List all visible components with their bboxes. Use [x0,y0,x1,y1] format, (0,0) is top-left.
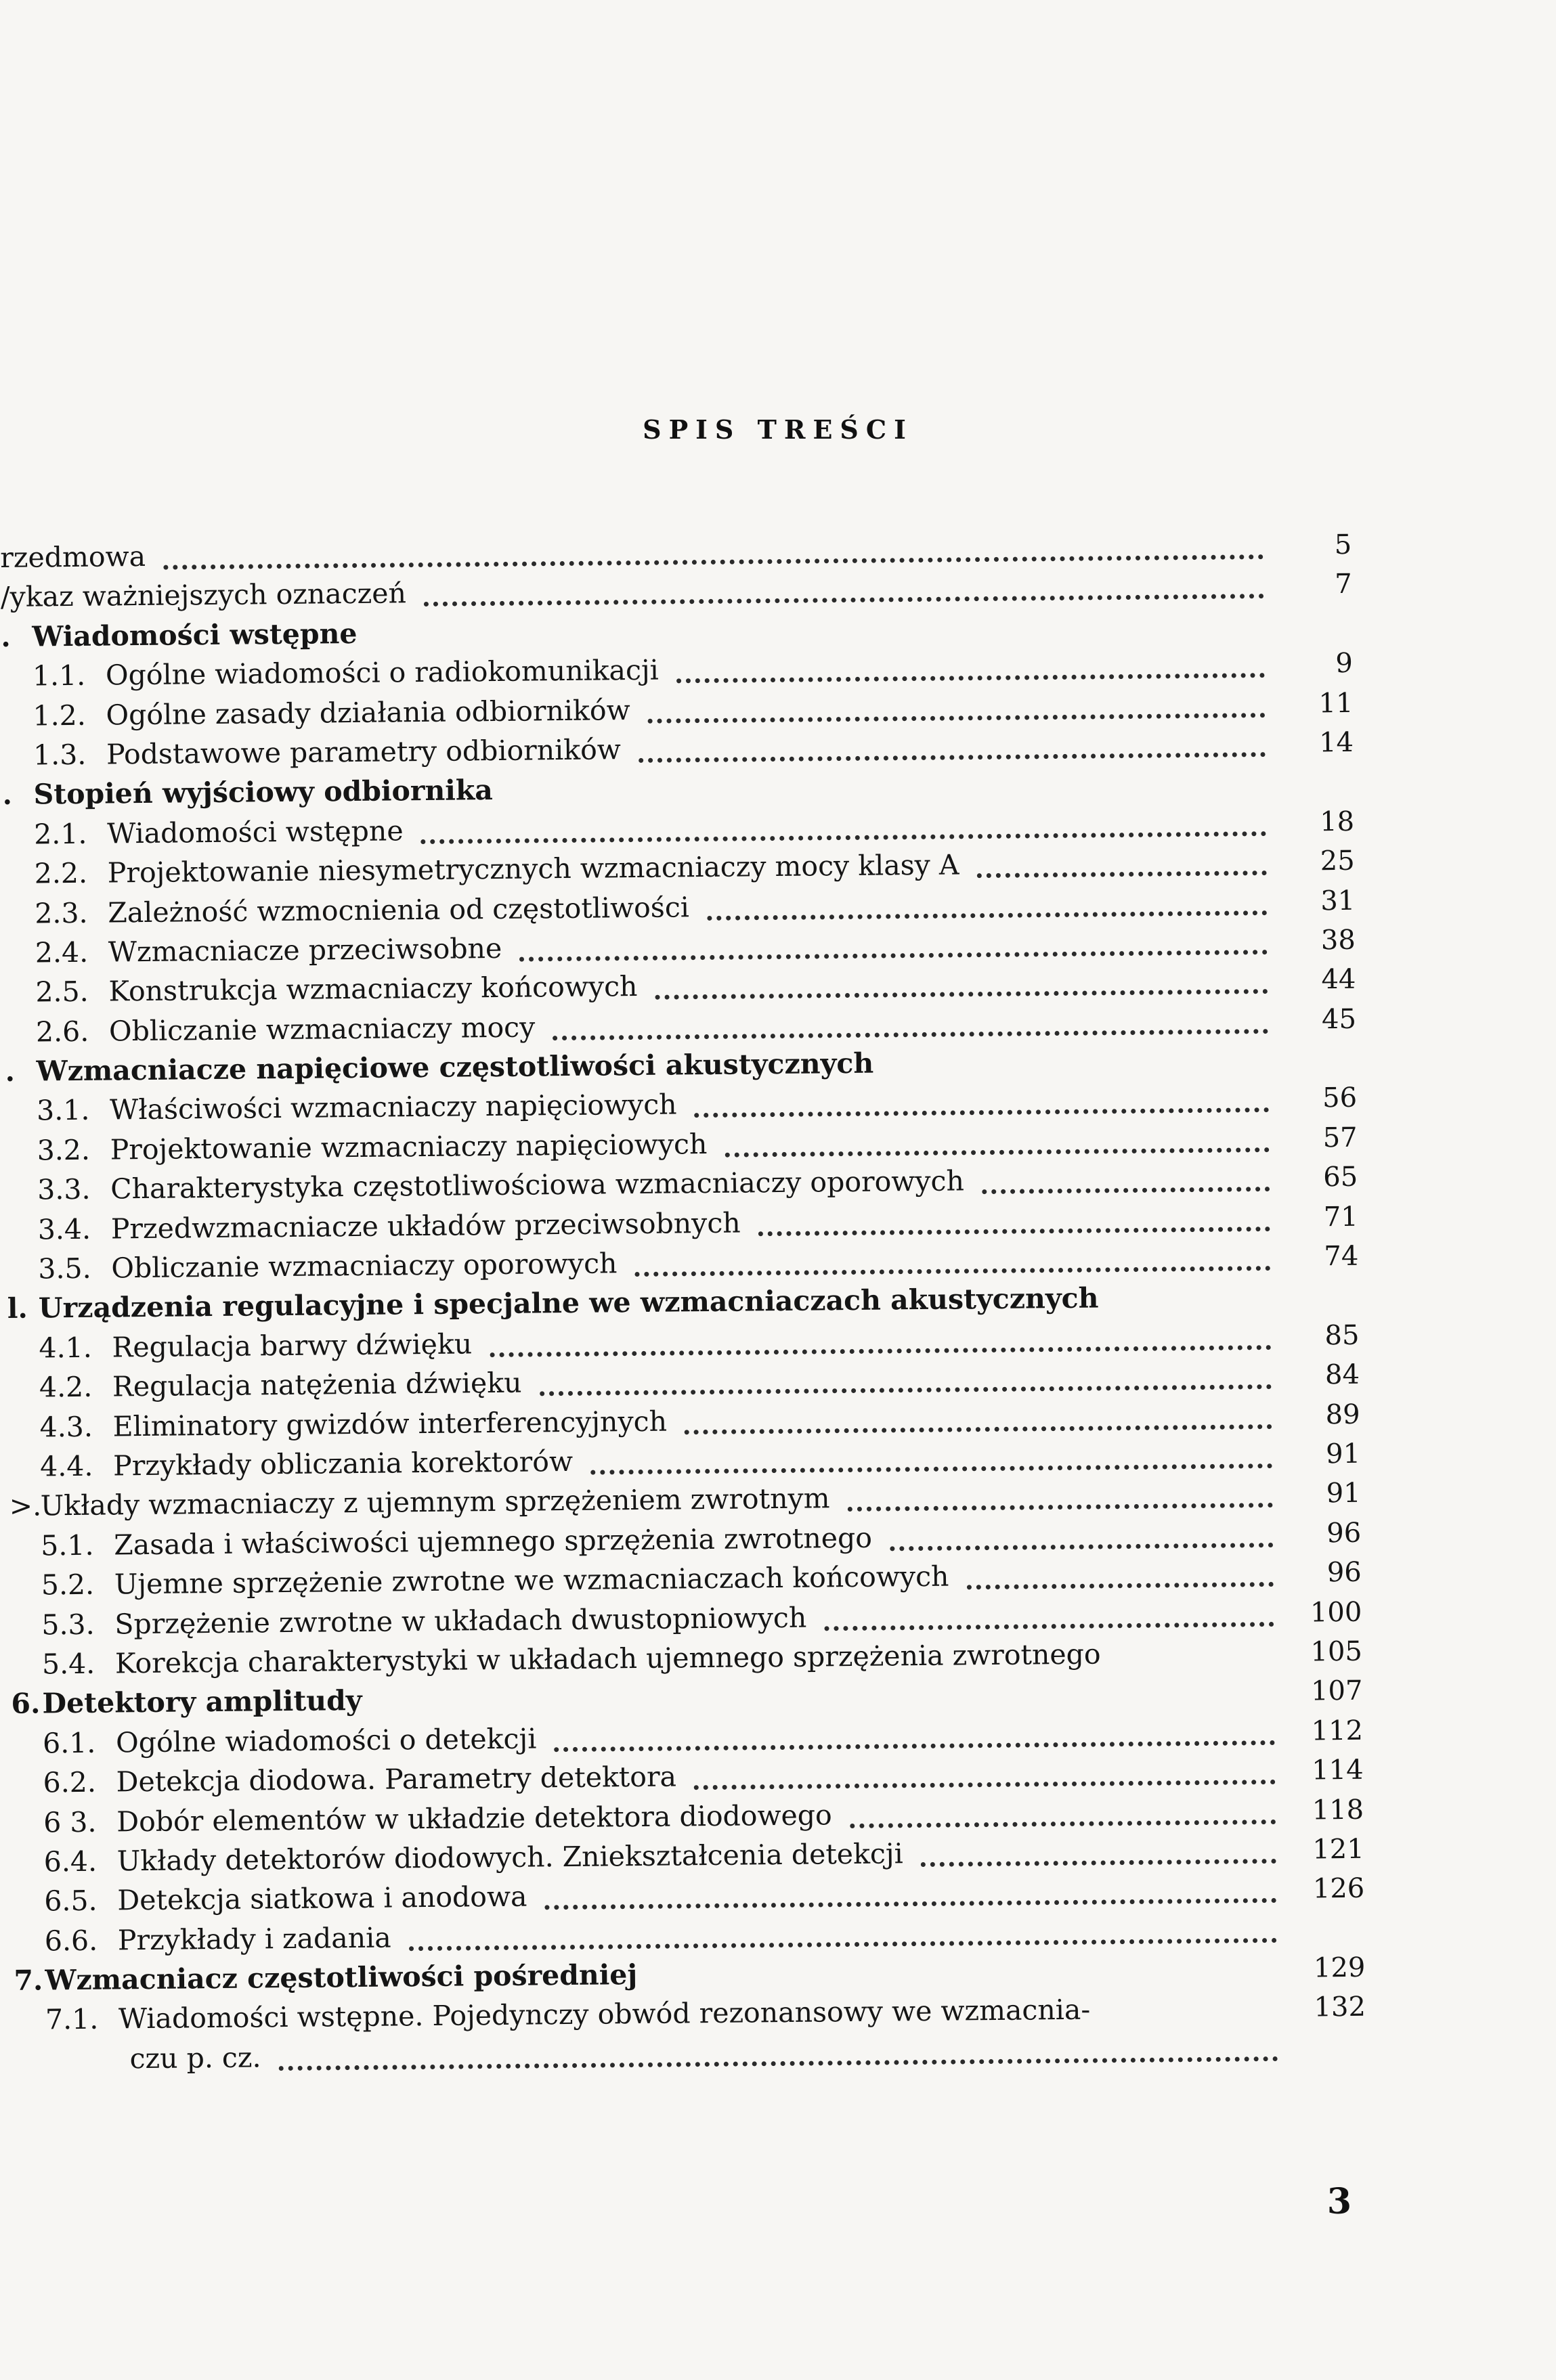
toc-entry-page: 96 [1326,1517,1362,1549]
toc-entry-number: 2.4. [35,935,89,969]
toc-entry-text [45,1920,391,1958]
toc-entry-title: Detekcja siatkowa i anodowa [117,1880,527,1917]
toc-entry-page: 96 [1326,1556,1362,1589]
toc-entry-page: 85 [1324,1319,1360,1352]
toc-entry-text [37,1088,677,1128]
toc-entry-text [0,539,146,575]
toc-entry-title: Detektory amplitudy [42,1684,362,1720]
toc-entry-title: Dobór elementów w układzie detektora diodowego [116,1798,832,1838]
toc-entry-text [11,1683,362,1721]
toc-entry-title: Eliminatory gwizdów interferencyjnych [112,1405,668,1443]
toc-entry-text [9,1482,829,1524]
toc-entry-text [35,931,502,970]
toc-entry-number: . [1,620,11,653]
toc-entry-number: 6. [11,1687,41,1721]
toc-entry-number: 5.3. [41,1608,95,1641]
dot-leader [409,1904,1277,1951]
toc-entry-number: 5.2. [41,1568,95,1602]
toc-entry-page: 118 [1312,1794,1364,1826]
toc-entry-title: Ujemne sprzężenie zwrotne we wzmacniaczach końcowych [114,1560,949,1601]
dot-leader [694,1074,1270,1118]
toc-entry-text [37,1127,707,1167]
toc-entry-number: l. [7,1292,28,1325]
dot-leader [982,1153,1270,1194]
toc-entry-text [41,1520,872,1562]
dot-leader [684,1390,1272,1434]
toc-entry-text [41,1560,949,1602]
toc-entry-title: Regulacja barwy dźwięku [112,1327,473,1364]
toc-entry-text [39,1404,667,1444]
toc-entry-title: czu p. cz. [129,2041,261,2075]
toc-entry-title: Przedwzmacniacze układów przeciwsobnych [110,1206,741,1246]
toc-entry-text [39,1366,522,1405]
toc-entry-page: 89 [1325,1398,1360,1430]
toc-entry-page: 91 [1325,1438,1361,1470]
toc-entry-title: Wzmacniacz częstotliwości pośredniej [45,1958,638,1997]
toc-entry-text [35,969,637,1009]
toc-entry-page: 57 [1322,1122,1358,1154]
toc-entry-text [43,1760,676,1800]
toc-entry-number: 1.3. [33,738,87,772]
toc-entry-number: 2.3. [35,896,88,930]
toc-entry-text [1,577,407,615]
toc-entry-text [41,1600,806,1641]
toc-entry-page: 14 [1318,726,1354,759]
toc-entry-page: 126 [1312,1873,1365,1905]
dot-leader [725,1114,1270,1158]
toc-entry-text [43,1721,537,1760]
toc-entry-title: Korekcja charakterystyki w układach ujemnego sprzężenia zwrotnego [114,1637,1101,1680]
toc-entry-text [2,773,493,812]
page-title: SPIS TREŚCI [643,414,913,445]
toc-entry-title: Podstawowe parametry odbiorników [106,733,622,771]
dot-leader [824,1588,1274,1631]
toc-entry-title: Układy wzmacniaczy z ujemnym sprzężeniem zwrotnym [40,1482,830,1522]
toc-entry-page: 31 [1320,885,1356,917]
dot-leader [490,1311,1271,1357]
toc-entry-text [14,1958,637,1998]
dot-leader [850,1786,1276,1828]
toc-entry-page: 105 [1310,1635,1363,1668]
toc-entry-page: 7 [1335,569,1352,600]
toc-entry-title: Zależność wzmocnienia od częstotliwości [108,890,690,929]
toc-entry-number: 3.4. [37,1212,91,1246]
toc-entry-number: 1.1. [32,659,86,692]
toc-entry-text [39,1327,472,1365]
toc-entry-page: 112 [1311,1715,1364,1747]
toc-entry-number: 6.4. [43,1845,98,1878]
toc-entry-number: 1.2. [33,699,86,732]
dot-leader [966,1548,1274,1589]
toc-entry-title: Detekcja diodowa. Parametry detektora [116,1760,677,1799]
toc-entry-text [129,2040,261,2075]
toc-entry-title: Konstrukcja wzmacniaczy końcowych [108,970,638,1008]
toc-entry-text [33,653,659,693]
dot-leader [590,1430,1273,1475]
page-number: 3 [1326,2181,1352,2222]
toc-entry-title: Regulacja natężenia dźwięku [112,1366,522,1403]
toc-entry-page: 45 [1321,1003,1357,1035]
toc-entry-number: 3.5. [38,1252,91,1285]
dot-leader [544,1864,1276,1910]
toc-entry-number: 5.4. [41,1647,95,1681]
toc-entry-number: 2.2. [34,856,88,890]
dot-leader [890,1509,1274,1551]
toc-entry-page: 91 [1326,1478,1361,1509]
dot-leader [420,797,1266,844]
toc-entry-page: 11 [1318,687,1354,719]
dot-leader [655,955,1268,1000]
dot-leader [553,995,1268,1040]
toc-entry-page: 56 [1322,1082,1358,1114]
dot-leader [540,1350,1272,1396]
toc-entry-title: Układy detektorów diodowych. Zniekształcenia detekcji [116,1837,903,1878]
toc-entry-number: 3.3. [37,1173,91,1206]
toc-entry-number: 6 3. [43,1805,97,1838]
toc-entry-page: 74 [1324,1240,1359,1273]
toc-entry-page: 129 [1313,1952,1366,1984]
toc-entry-text [42,1637,1101,1681]
toc-entry-title: Zasada i właściwości ujemnego sprzężenia zwrotnego [114,1521,873,1562]
toc-entry-title: /ykaz ważniejszych oznaczeń [0,577,407,614]
toc-entry-title: Obliczanie wzmacniaczy oporowych [111,1247,618,1285]
dot-leader [976,837,1267,878]
table-of-contents [0,523,1556,2079]
toc-entry-number: 6.1. [42,1726,96,1760]
toc-entry-title: Wzmacniacze napięciowe częstotliwości akustycznych [36,1046,874,1088]
dot-leader [423,560,1263,607]
dot-leader [707,877,1268,921]
toc-entry-number: . [2,778,13,812]
toc-entry-number: 2.6. [35,1015,89,1049]
toc-entry-page: 84 [1324,1359,1360,1391]
toc-entry-text [33,732,621,772]
toc-entry-page: 25 [1320,845,1355,877]
toc-entry-number: 2.1. [33,817,87,851]
dot-leader [920,1825,1276,1867]
toc-entry-number: 5.1. [41,1528,94,1562]
toc-entry-page: 5 [1334,529,1352,561]
toc-entry-title: Projektowanie niesymetrycznych wzmacniaczy mocy klasy A [107,848,959,889]
dot-leader [647,679,1266,724]
toc-entry-page: 18 [1319,806,1355,838]
toc-entry-number: >. [9,1489,42,1523]
toc-entry-number: 6.2. [43,1765,97,1799]
toc-entry-number: 7.1. [45,2003,99,2036]
toc-entry-page: 107 [1310,1675,1363,1707]
toc-entry-title: Wiadomości wstępne [106,814,404,850]
toc-entry-title: rzedmowa [0,539,146,574]
toc-entry-title: Właściwości wzmacniaczy napięciowych [109,1088,677,1126]
toc-entry-title: Stopień wyjściowy odbiornika [33,774,494,811]
toc-entry-page: 44 [1321,964,1356,996]
toc-entry-text [40,1445,573,1484]
dot-leader [519,916,1267,962]
toc-entry-number: 3.2. [37,1133,91,1167]
toc-entry-page: 65 [1323,1162,1358,1193]
toc-entry-page: 132 [1314,1991,1366,2023]
toc-entry-text [38,1246,618,1285]
toc-entry-text [36,1010,536,1049]
toc-entry-number: 2.5. [35,975,89,1009]
dot-leader [693,1746,1276,1790]
toc-entry-title: Przykłady i zadania [117,1921,391,1957]
toc-entry-page: 38 [1320,924,1356,956]
toc-entry-title: Ogólne zasady działania odbiorników [106,693,630,732]
toc-entry-text [34,814,404,851]
toc-entry-number: 4.1. [39,1331,92,1365]
toc-entry-number: 3.1. [36,1094,90,1127]
toc-entry-text [33,693,630,732]
toc-entry-title: Ogólne wiadomości o radiokomunikacji [105,653,660,692]
toc-entry-number: 6.5. [44,1884,98,1918]
toc-entry-number: 7. [14,1964,43,1997]
toc-entry-page: 71 [1323,1201,1358,1233]
toc-entry-text [43,1798,832,1839]
dot-leader [639,718,1266,763]
dot-leader [847,1469,1273,1512]
toc-entry-title: Obliczanie wzmacniaczy mocy [108,1011,536,1048]
dot-leader [634,1232,1271,1277]
toc-entry-title: Ogólne wiadomości o detekcji [115,1722,537,1759]
toc-entry-title: Przykłady obliczania korektorów [112,1445,574,1482]
toc-entry-number: . [5,1055,16,1088]
toc-entry-text [1,617,358,654]
toc-entry-title: Wzmacniacze przeciwsobne [108,931,502,969]
toc-entry-number: 6.6. [44,1924,98,1958]
toc-entry-number: 4.3. [39,1410,93,1444]
toc-entry-page: 100 [1310,1596,1362,1629]
toc-entry-title: Sprzężenie zwrotne w układach dwustopniowych [114,1601,807,1640]
toc-entry-number: 4.4. [39,1449,93,1483]
toc-entry-page: 9 [1335,648,1354,680]
toc-entry-title: Projektowanie wzmacniaczy napięciowych [110,1127,708,1166]
toc-entry-title: Wiadomości wstępne. Pojedynczy obwód rezonansowy we wzmacnia- [118,1993,1091,2035]
toc-entry-title: Wiadomości wstępne [32,617,358,653]
toc-entry-page: 121 [1312,1833,1364,1866]
dot-leader [758,1193,1270,1236]
toc-entry-title: Urządzenia regulacyjne i specjalne we wzmacniaczach akustycznych [38,1281,1099,1325]
toc-entry-number: 4.2. [39,1370,93,1404]
toc-entry-page: 114 [1311,1754,1364,1786]
dot-leader [676,639,1266,683]
toc-entry-title: Charakterystyka częstotliwościowa wzmacniaczy oporowych [110,1164,965,1206]
dot-leader [554,1706,1275,1752]
